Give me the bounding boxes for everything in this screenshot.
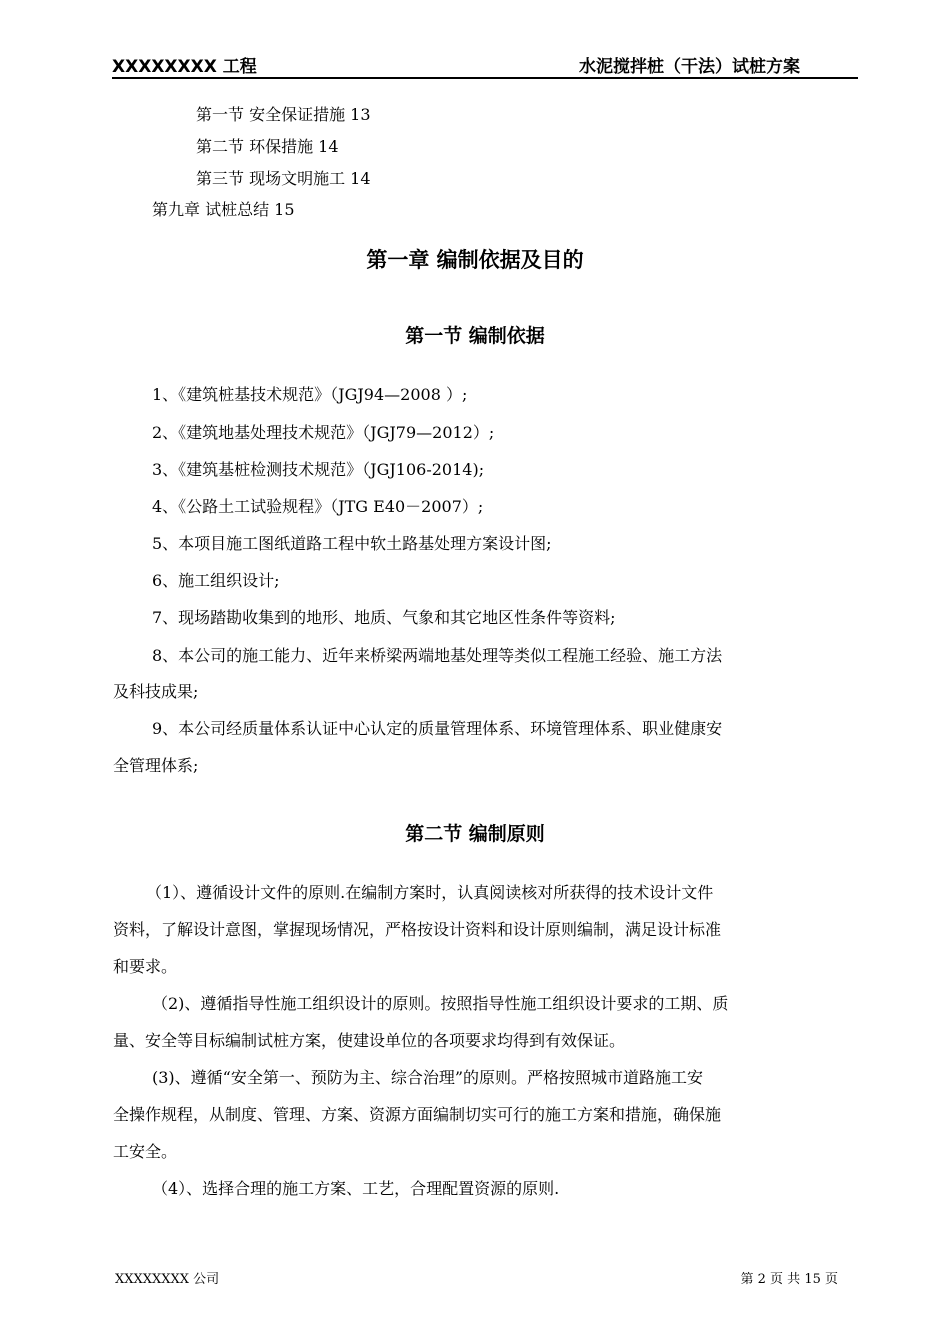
basis-item: 8、本公司的施工能力、近年来桥梁两端地基处理等类似工程施工经验、施工方法 bbox=[152, 646, 723, 665]
principle-line: 工安全。 bbox=[113, 1142, 178, 1161]
basis-item: 9、本公司经质量体系认证中心认定的质量管理体系、环境管理体系、职业健康安 bbox=[152, 719, 723, 738]
header-document-title: 水泥搅拌桩（干法）试桩方案 bbox=[579, 57, 800, 77]
chapter-title: 第一章 编制依据及目的 bbox=[366, 248, 584, 272]
basis-item: 1、《建筑桩基技术规范》（JGJ94—2008 ）; bbox=[152, 385, 468, 404]
principle-line: 资料，了解设计意图，掌握现场情况，严格按设计资料和设计原则编制，满足设计标准 bbox=[113, 920, 722, 939]
section-title: 第二节 编制原则 bbox=[405, 823, 545, 845]
basis-item: 2、《建筑地基处理技术规范》（JGJ79—2012）; bbox=[152, 423, 495, 442]
principle-line: （2)、遵循指导性施工组织设计的原则。按照指导性施工组织设计要求的工期、质 bbox=[152, 994, 729, 1013]
principle-line: (3)、遵循“安全第一、预防为主、综合治理”的原则。严格按照城市道路施工安 bbox=[152, 1068, 704, 1087]
footer-company: XXXXXXXX 公司 bbox=[115, 1272, 220, 1287]
basis-item-continuation: 及科技成果; bbox=[113, 682, 199, 701]
basis-item: 5、本项目施工图纸道路工程中软土路基处理方案设计图; bbox=[152, 534, 552, 553]
toc-entry: 第三节 现场文明施工 14 bbox=[196, 169, 371, 188]
basis-item-continuation: 全管理体系; bbox=[113, 756, 199, 775]
basis-item: 6、施工组织设计; bbox=[152, 571, 280, 590]
basis-item: 4、《公路土工试验规程》（JTG E40－2007）; bbox=[152, 497, 484, 516]
toc-entry: 第一节 安全保证措施 13 bbox=[196, 105, 371, 124]
principle-line: 量、安全等目标编制试桩方案，使建设单位的各项要求均得到有效保证。 bbox=[113, 1031, 626, 1050]
toc-entry: 第九章 试桩总结 15 bbox=[152, 200, 295, 219]
footer-page-number: 第 2 页 共 15 页 bbox=[740, 1272, 838, 1287]
principle-line: 全操作规程，从制度、管理、方案、资源方面编制切实可行的施工方案和措施，确保施 bbox=[113, 1105, 722, 1124]
toc-entry: 第二节 环保措施 14 bbox=[196, 137, 339, 156]
section-title: 第一节 编制依据 bbox=[405, 325, 545, 347]
basis-item: 7、现场踏勘收集到的地形、地质、气象和其它地区性条件等资料; bbox=[152, 608, 616, 627]
basis-item: 3、《建筑基桩检测技术规范》（JGJ106-2014); bbox=[152, 460, 485, 479]
principle-line: （1）、遵循设计文件的原则.在编制方案时，认真阅读核对所获得的技术设计文件 bbox=[146, 883, 714, 902]
page-header bbox=[112, 52, 858, 76]
header-rule bbox=[112, 77, 858, 79]
header-project-name: XXXXXXXX 工程 bbox=[112, 57, 257, 77]
principle-line: （4）、选择合理的施工方案、工艺，合理配置资源的原则. bbox=[152, 1179, 560, 1198]
principle-line: 和要求。 bbox=[113, 957, 178, 976]
